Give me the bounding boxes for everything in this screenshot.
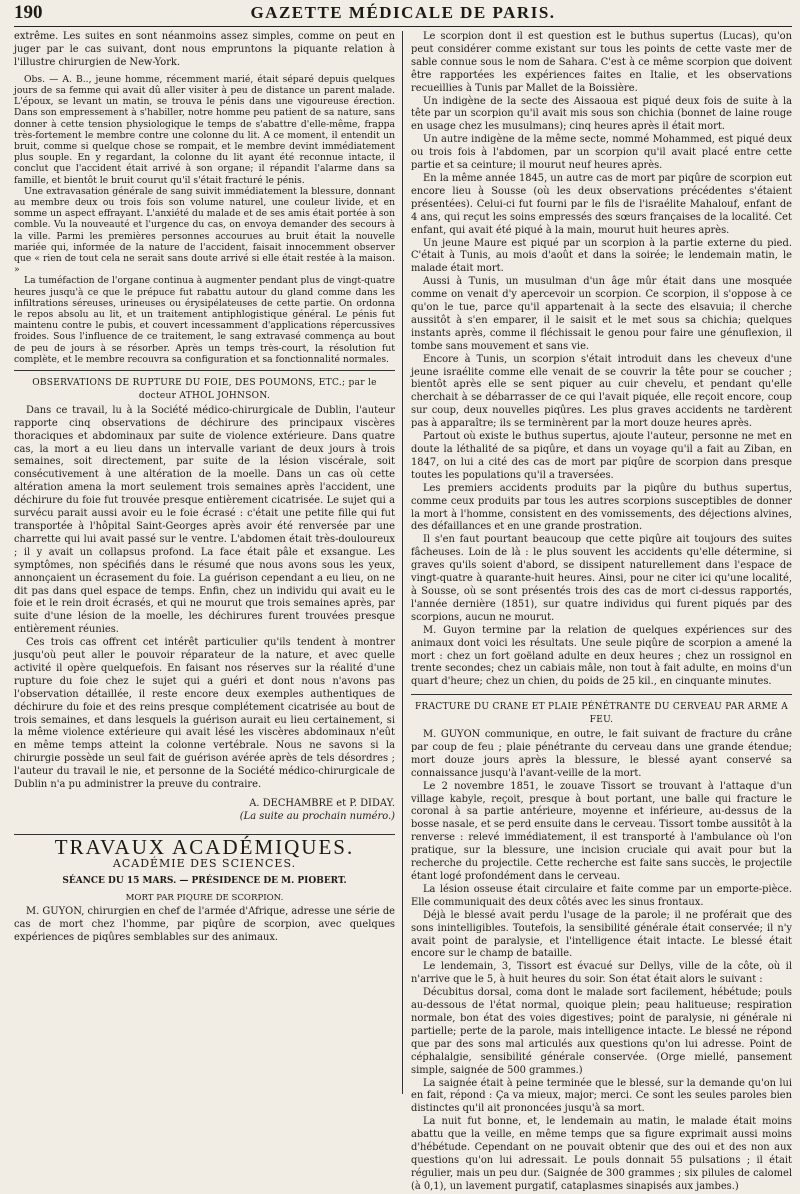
paragraph: Partout où existe le buthus supertus, ajoute l'auteur, personne ne met en doute la léthalité de sa piqûre, et dans un voyage qu'il a fait au Ziban, en 1847, on lui a cité des cas de mort par piqûre de scorpion dans presque toutes les populations qu'il a traversées.: [411, 431, 792, 481]
section-heading: TRAVAUX ACADÉMIQUES.: [14, 834, 395, 854]
paragraph: M. GUYON communique, en outre, le fait suivant de fracture du crâne par coup de feu ; plaie pénétrante du cerveau dans une grande étendue; mort douze jours après la blessure, le blessé ayant conservé sa connaissance jusqu'à l'avant-veille de la mort.: [411, 729, 792, 779]
signature: A. DECHAMBRE et P. DIDAY.: [249, 798, 395, 809]
session-title: SÉANCE DU 15 MARS. — PRÉSIDENCE DE M. PIOBERT.: [62, 875, 347, 886]
section-title: FRACTURE DU CRANE ET PLAIE PÉNÉTRANTE DU CERVEAU PAR ARME A FEU.: [414, 702, 788, 726]
running-head: GAZETTE MÉDICALE DE PARIS.: [250, 3, 556, 22]
paragraph: Un indigène de la secte des Aissaoua est piqué deux fois de suite à la tête par un scorpion qu'il avait mis sous son chichia (bonnet de laine rouge en usage chez les musulmans); cinq heures après il était mort.: [411, 95, 792, 133]
paragraph: Les premiers accidents produits par la piqûre du buthus supertus, comme ceux produits par tous les autres scorpions susceptibles de donner la mort à l'homme, consistent en des vomissements, des déjections alvines, des défaillances et en une grande prostration.: [411, 482, 792, 533]
paragraph: Aussi à Tunis, un musulman d'un âge mûr était dans une mosquée comme on venait d'y apercevoir un scorpion. Ce scorpion, il s'oppose à ce qu'on le tue, parce qu'il appartenait à la secte des elsavuia; il cherche aussitôt à s'en emparer, il le saisit et le met sous sa chichia; quelques instants après, comme il fléchissait le genou pour faire une génuflexion, il tombe sans mouvement et sans vie.: [411, 276, 792, 352]
paragraph: Une extravasation générale de sang suivit immédiatement la blessure, donnant au membre deux ou trois fois son volume naturel, une couleur livide, et en somme un aspect effrayant. L'anxiété du malade et de ses amis était portée à son comble. Vu la nouveauté et l'urgence du cas, on envoya demander des secours à la ville. Parmi les premières personnes accourues au bruit était la nouvelle mariée qui, informée de la nature de l'accident, faisait innocemment observer que « rien de tout cela ne serait sans doute arrivé si elle était restée à la maison. »: [14, 185, 395, 276]
observation-block: [14, 74, 395, 365]
paragraph: La lésion osseuse était circulaire et faite comme par un emporte-pièce. Elle communiquait des deux côtés avec les sinus frontaux.: [411, 883, 792, 908]
paragraph: M. Guyon termine par la relation de quelques expériences sur des animaux dont voici les résultats. Une seule piqûre de scorpion a amené la mort : chez un fort goëland adulte en deux heures ; chez un rossignol en trente secondes; chez un cabiais mâle, non tout à fait adulte, en moins d'un quart d'heure; chez un chien, du poids de 25 kil., en cinquante minutes.: [411, 624, 792, 688]
page-header: [14, 0, 792, 27]
paragraph: Déjà le blessé avait perdu l'usage de la parole; il ne proférait que des sons inintelligibles. Toutefois, la sensibilité générale était conservée; il n'y avait point de paralysie, et l'intelligence était intacte. Le blessé était encore sur le champ de bataille.: [411, 909, 792, 960]
columns: [14, 31, 792, 1192]
paragraph: La tuméfaction de l'organe continua à augmenter pendant plus de vingt-quatre heures jusqu'à ce que le prépuce fut rabattu autour du gland comme dans les infiltrations séreuses, urineuses ou érysipélateuses de cette partie. On ordonna le repos absolu au lit, et un traitement antiphlogistique général. Le pénis fut maintenu contre le pubis, et couvert incessamment d'applications répercussives froides. Sous l'influence de ce traitement, le sang extravasé commença au bout de peu de jours à se résorber. Après un temps très-court, la résolution fut complète, et le membre recouvra sa configuration et sa fonctionnalité normales.: [14, 275, 395, 365]
paragraph: En la même année 1845, un autre cas de mort par piqûre de scorpion eut encore lieu à Sousse (où les deux observations précédentes s'étaient présentées). Celui-ci fut fourni par le fils de l'israélite Mahalouf, enfant de 4 ans, qui reçut les soins empressés des sœurs françaises de la localité. Cet enfant, qui avait été piqué à la main, mourut huit heures après.: [411, 172, 792, 236]
paragraph: Le 2 novembre 1851, le zouave Tissort se trouvant à l'attaque d'un village kabyle, reçoit, presque à bout portant, une balle qui fracture le coronal à sa partie antérieure, moyenne et inférieure, au-dessus de la bosse nasale, et se perd ensuite dans le cerveau. Tissort tombe aussitôt à la renverse : relevé immédiatement, il est transporté à l'ambulance où l'on pratique, sur la blessure, une incision cruciale qui avait pour but la recherche du projectile. Cette recherche est faite sans succès, le projectile étant logé profondément dans le cerveau.: [411, 780, 792, 882]
continuation-note: (La suite au prochain numéro.): [239, 810, 395, 822]
paragraph: extrême. Les suites en sont néanmoins assez simples, comme on peut en juger par le cas suivant, dont nous empruntons la piquante relation à l'illustre chirurgien de New-York.: [14, 31, 395, 68]
left-column: [14, 31, 403, 1094]
paragraph: Obs. — A. B.., jeune homme, récemment marié, était séparé depuis quelques jours de sa femme qui avait dû aller visiter à peu de distance un parent malade. L'époux, se levant un matin, se trouva le pénis dans une vigoureuse érection. Dans son empressement à s'habiller, notre homme peu patient de sa nature, sans donner à cette tension physiologique le temps de s'abattre d'elle-même, frappa très-fortement le membre contre une colonne du lit. A ce moment, il entendit un bruit, comme si quelque chose se rompait, et le membre devint immédiatement plus souple. En y regardant, la colonne du lit ayant été reconnue intacte, il conclut que l'accident était arrivé à son organe; il répandit l'alarme dans sa famille, et bientôt le bruit courut qu'il s'était fracturé le pénis.: [14, 73, 395, 186]
paragraph: Un autre indigène de la même secte, nommé Mohammed, est piqué deux ou trois fois à l'abdomen, par un scorpion qu'il avait placé entre cette partie et sa ceinture; il mourut neuf heures après.: [411, 134, 792, 172]
paragraph: Décubitus dorsal, coma dont le malade sort facilement, hébétude; pouls au-dessous de l'état normal, quoique plein; peau halitueuse; respiration normale, bon état des voies digestives; point de paralysie, ni générale ni partielle; perte de la parole, mais intelligence intacte. Le blessé ne répond que par des sons mal articulés aux questions qu'on lui adresse. Point de céphalalgie, sensibilité générale conservée. (Orge miellé, pansement simple, saignée de 500 grammes.): [411, 987, 792, 1076]
paragraph: La saignée était à peine terminée que le blessé, sur la demande qu'on lui en fait, répond : Ça va mieux, major; merci. Ce sont les seules paroles bien distinctes qu'il ait prononcées jusqu'à sa mort.: [411, 1077, 792, 1115]
paragraph: La nuit fut bonne, et, le lendemain au matin, le malade était moins abattu que la veille, en même temps que sa figure exprimait aussi moins d'hébétude. Cependant on ne pouvait obtenir que des oui et des non aux questions qu'on lui adressait. Le pouls donnait 55 pulsations ; il était régulier, mais un peu dur. (Saignée de 300 grammes ; six pilules de calomel (à 0,1), un lavement purgatif, cataplasmes sinapisés aux jambes.): [411, 1116, 792, 1192]
divider: [411, 694, 792, 695]
paragraph: Le lendemain, 3, Tissort est évacué sur Dellys, ville de la côte, où il n'arrive que le 5, à huit heures du soir. Son état était alors le suivant :: [411, 961, 792, 986]
paragraph: Encore à Tunis, un scorpion s'était introduit dans les cheveux d'une jeune israélite comme elle venait de se couvrir la tête pour se coucher ; bientôt après elle se sent piquer au cuir chevelu, et pendant qu'elle cherchait à se débarrasser de ce qui l'avait piquée, elle reçoit encore, coup sur coup, deux nouvelles piqûres. Les plus graves accidents ne tardèrent pas à apparaître; ils se terminèrent par la mort douze heures après.: [411, 353, 792, 430]
paragraph: Ces trois cas offrent cet intérêt particulier qu'ils tendent à montrer jusqu'où peut aller le pouvoir réparateur de la nature, et avec quelle activité il opère quelquefois. En faisant nos réserves sur la réalité d'une rupture du foie chez le sujet qui a guéri et dont nous n'avons pas l'observation détaillée, il reste encore deux exemples authentiques de déchirure du foie et des reins presque complétement cicatrisée au bout de trois semaines, et dans lesquels la guérison aurait eu lieu certainement, si la même violence extérieure qui avait lésé les viscères abdominaux n'eût en même temps atteint la colonne vertébrale. Nous ne savons si la chirurgie possède un seul fait de guérison avérée après de tels désordres ; l'auteur du travail le nie, et personne de la Société médico-chirurgicale de Dublin n'a pu administrer la preuve du contraire.: [14, 637, 395, 791]
right-column: [403, 31, 792, 1192]
paragraph: Dans ce travail, lu à la Société médico-chirurgicale de Dublin, l'auteur rapporte cinq observations de déchirure des principaux viscères thoraciques et abdominaux par suite de violence extérieure. Dans quatre cas, la mort a eu lieu dans un intervalle variant de deux jours à trois semaines, soit directement, par suite de la lésion viscérale, soit consécutivement à une altération de la moelle. Dans un cas où cette altération amena la mort seulement trois semaines après l'accident, une déchirure du foie fut trouvée presque entièrement cicatrisée. Le sujet qui a survécu parait aussi avoir eu le foie écrasé : c'était une petite fille qui fut transportée à l'hôpital Saint-Georges après avoir été renversée par une charrette qui lui avait passé sur le ventre. L'abdomen était très-douloureux ; il y avait un collapsus profond. La face était pâle et exsangue. Les symptômes, non spécifiés dans le résumé que nous avons sous les yeux, annonçaient un écrasement du foie. La guérison cependant a eu lieu, on ne dit pas dans quel espace de temps. Enfin, chez un individu qui avait eu le foie et le rein droit écrasés, et qui ne mourut que trois semaines après, par suite d'une lésion de la moelle, les déchirures furent trouvées presque entièrement réunies.: [14, 404, 395, 636]
paragraph: M. GUYON, chirurgien en chef de l'armée d'Afrique, adresse une série de cas de mort chez l'homme, par piqûre de scorpion, avec quelques expériences de piqûres semblables sur des animaux.: [14, 906, 395, 944]
paragraph: Un jeune Maure est piqué par un scorpion à la partie externe du pied. C'était à Tunis, au mois d'août et dans la soirée; le lendemain matin, le malade était mort.: [411, 237, 792, 275]
page-number: 190: [14, 2, 43, 23]
paragraph: Il s'en faut pourtant beaucoup que cette piqûre ait toujours des suites fâcheuses. Loin de là : le plus souvent les accidents qu'elle détermine, si graves qu'ils soient d'abord, se dissipent naturellement dans l'espace de vingt-quatre à quarante-huit heures. Ainsi, pour ne citer ici qu'une localité, à Sousse, où se sont présentés trois des cas de mort ci-dessus rapportés, l'année dernière (1851), sur quatre individus qui furent piqués par des scorpions, aucun ne mourut.: [411, 534, 792, 623]
section-title: OBSERVATIONS DE RUPTURE DU FOIE, DES POUMONS, ETC.; par le docteur ATHOL JOHNSON.: [32, 378, 377, 401]
article-title: MORT PAR PIQURE DE SCORPION.: [125, 892, 284, 903]
academy-title: ACADÉMIE DES SCIENCES.: [112, 856, 297, 870]
divider: [14, 370, 395, 371]
paragraph: Le scorpion dont il est question est le buthus supertus (Lucas), qu'on peut considérer comme existant sur tous les points de cette vaste mer de sable connue sous le nom de Sahara. C'est à ce même scorpion que doivent être rapportées les expériences faites en Italie, et les observations recueillies à Tunis par Mallet de la Boissière.: [411, 31, 792, 94]
